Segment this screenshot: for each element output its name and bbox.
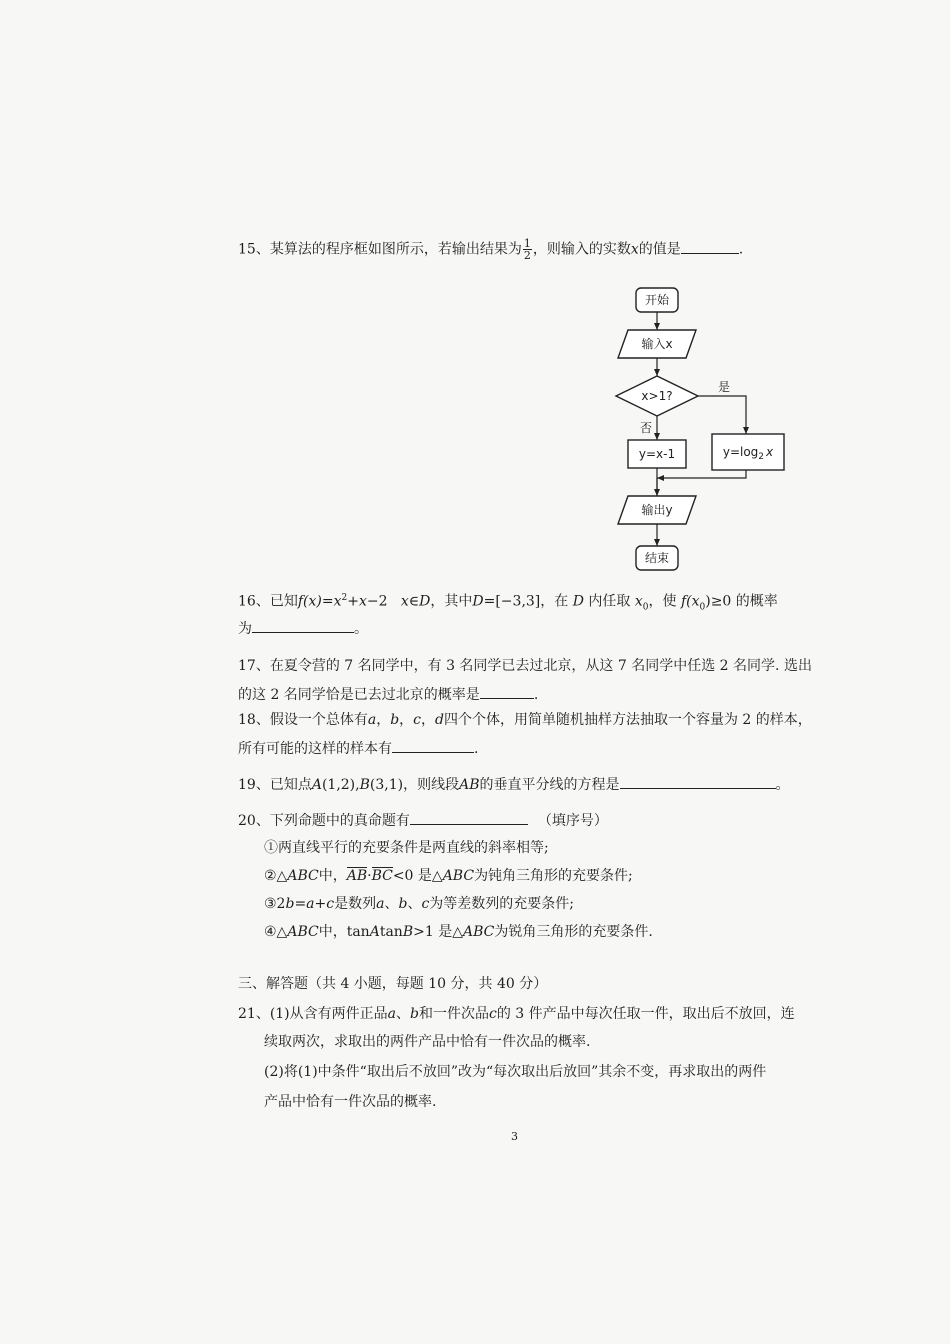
page-number: 3 [511,1130,518,1143]
q20-option-3: ③2b=a+c是数列a、b、c为等差数列的充要条件; [264,896,574,912]
q20-option-4: ④△ABC中，tanAtanB>1 是△ABC为锐角三角形的充要条件. [264,924,653,940]
answer-blank-15[interactable] [681,239,739,254]
fraction-one-half: $\frac{1}{2}$ [523,237,531,262]
question-21: 21、(1)从含有两件正品a、b和一件次品c的 3 件产品中每次任取一件，取出后不放回，连 [238,1006,795,1022]
flow-output-label: 输出y [641,503,673,517]
answer-blank-16[interactable] [252,618,354,633]
question-19: 19、已知点A(1,2),B(3,1)，则线段AB的垂直平分线的方程是 。 [238,774,790,795]
q20-option-1: ①两直线平行的充要条件是两直线的斜率相等; [264,840,549,856]
flow-process-no-label: y=x-1 [638,447,676,461]
flow-end-label: 结束 [644,551,670,565]
question-20: 20、下列命题中的真命题有 （填序号） [238,810,608,831]
question-18: 18、假设一个总体有a，b，c，d四个个体，用简单随机抽样方法抽取一个容量为 2 的样本， [238,712,812,728]
flow-arrow-yes [698,396,746,434]
question-18-line2: 所有可能的这样的样本有 . [238,738,478,759]
answer-blank-20[interactable] [410,810,528,825]
flow-yes-label: 是 [718,380,731,394]
flow-input-label: 输入x [641,337,673,351]
question-16-line2: 为 。 [238,618,368,639]
flow-start-label: 开始 [644,293,670,307]
flow-no-label: 否 [640,421,653,435]
answer-blank-19[interactable] [620,774,776,789]
q20-option-2: ②△ABC中，AB·BC<0 是△ABC为钝角三角形的充要条件; [264,868,633,884]
flow-process-yes-label: $y=\log_2$ x [722,445,774,462]
answer-blank-17[interactable] [480,684,534,699]
question-17: 17、在夏令营的 7 名同学中，有 3 名同学已去过北京，从这 7 名同学中任选 2 名同学. 选出 [238,658,812,674]
flow-arrow-merge [657,470,746,478]
section-3-heading: 三、解答题（共 4 小题，每题 10 分，共 40 分） [238,976,548,992]
question-21-line2: 续取两次，求取出的两件产品中恰有一件次品的概率. [264,1034,591,1050]
question-21-part2-line2: 产品中恰有一件次品的概率. [264,1094,437,1110]
question-15: 15、某算法的程序框如图所示，若输出结果为 $\frac{1}{2}$ ，则输入的实数x的值是 . [238,237,744,262]
question-21-part2: (2)将(1)中条件“取出后不放回”改为“每次取出后放回”其余不变，再求取出的两件 [264,1064,767,1080]
flow-decision-label: x>1? [641,389,673,403]
question-17-line2: 的这 2 名同学恰是已去过北京的概率是 . [238,684,538,705]
answer-blank-18[interactable] [392,738,474,753]
algorithm-flowchart [600,282,800,582]
question-16: 16、已知$f(x)=x^2+x-2$ x∈D，其中D=[−3,3]，在 D 内任取 $x_0$，使 $f(x_0)\ge 0$ 的概率 [238,593,778,613]
